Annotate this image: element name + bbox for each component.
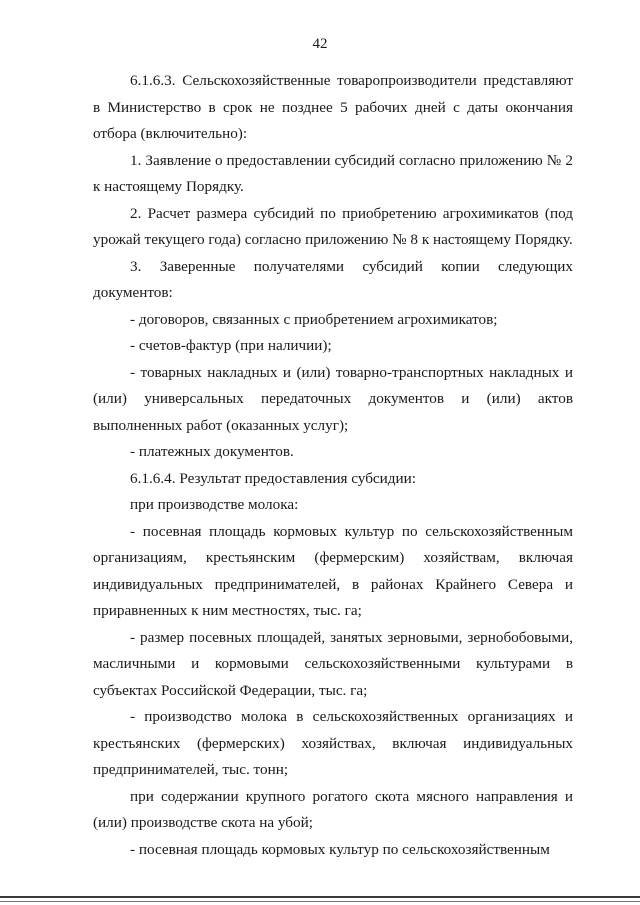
document-item-invoices: - счетов-фактур (при наличии);: [130, 337, 332, 354]
result-item-forage-area-cattle: - посевная площадь кормовых культур по сельскохозяйственным: [130, 840, 550, 858]
list-item-3: 3. Заверенные получателями субсидий копии следующих документов:: [93, 257, 573, 301]
scan-bottom-edge: [0, 896, 640, 898]
document-item-contracts: - договоров, связанных с приобретением агрохимикатов;: [130, 310, 498, 328]
scan-bottom-edge-secondary: [0, 901, 640, 902]
list-item-1: 1. Заявление о предоставлении субсидий согласно приложению № 2 к настоящему Порядку.: [93, 151, 573, 195]
result-item-sown-area: - размер посевных площадей, занятых зерновыми, зернобобовыми, масличными и кормовыми сельскохозяйственными культурами в субъектах Российской Федерации, тыс. га;: [93, 628, 573, 699]
result-item-milk-production: - производство молока в сельскохозяйственных организациях и крестьянских (фермерских) хозяйствах, включая индивидуальных предпринимателей, тыс. тонн;: [93, 708, 573, 778]
paragraph-6-1-6-3: 6.1.6.3. Сельскохозяйственные товаропроизводители представляют в Министерство в срок не позднее 5 рабочих дней с даты окончания отбора (включительно):: [93, 72, 573, 142]
result-item-forage-area: - посевная площадь кормовых культур по сельскохозяйственным организациям, крестьянским (фермерским) хозяйствам, включая индивидуальных предпринимателей, в районах Крайнего Севера и приравненных к ним местностях, тыс. га;: [93, 522, 573, 619]
page-number: 42: [312, 36, 328, 52]
list-item-2: 2. Расчет размера субсидий по приобретению агрохимикатов (под урожай текущего года) согласно приложению № 8 к настоящему Порядку.: [93, 204, 573, 248]
document-item-payments: - платежных документов.: [130, 443, 294, 460]
subheading-cattle: при содержании крупного рогатого скота мясного направления и (или) производстве скота на убой;: [93, 787, 573, 831]
paragraph-6-1-6-4: 6.1.6.4. Результат предоставления субсидии:: [130, 469, 416, 487]
document-item-waybills: - товарных накладных и (или) товарно-транспортных накладных и (или) универсальных передаточных документов и (или) актов выполненных работ (оказанных услуг);: [93, 363, 573, 434]
subheading-milk: при производстве молока:: [130, 496, 299, 513]
document-body: [93, 68, 573, 863]
